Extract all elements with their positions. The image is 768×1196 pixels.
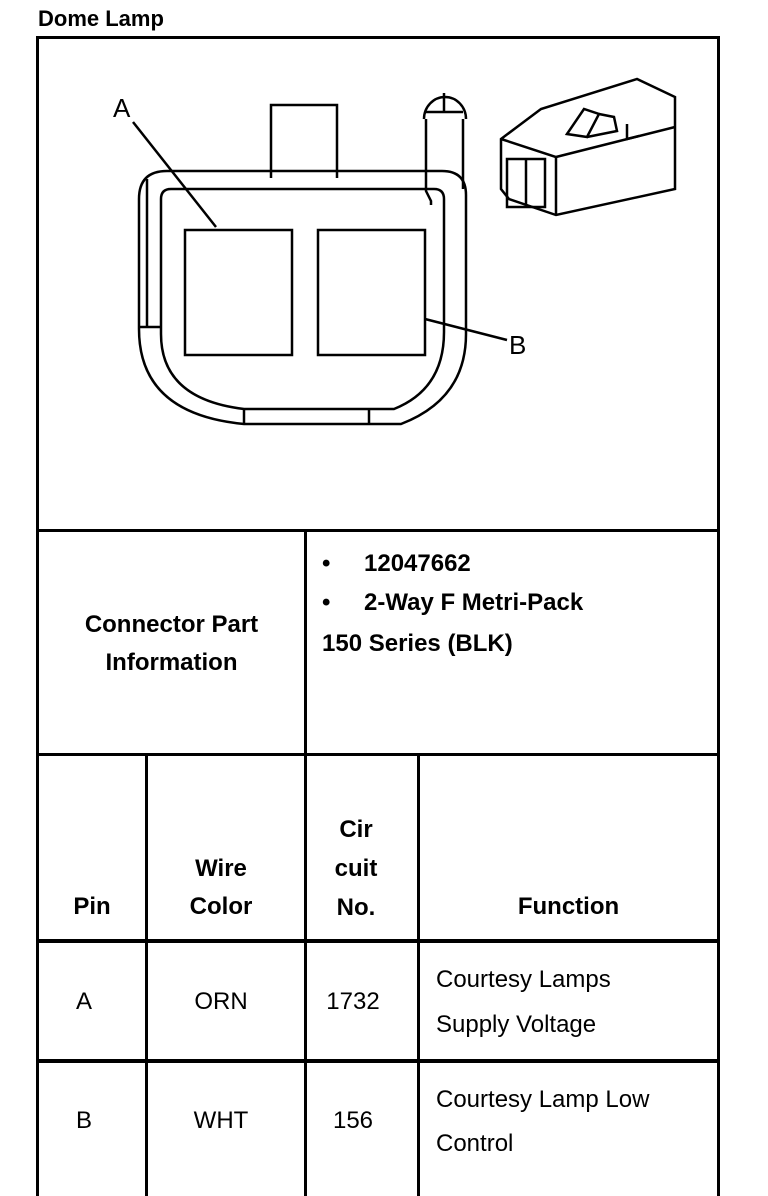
connector-series: 150 Series (BLK): [322, 630, 513, 657]
row-a-pin: A: [75, 988, 92, 1015]
page-title: Dome Lamp: [38, 6, 164, 31]
connector-info-label-text: Connector Part Information: [84, 611, 259, 676]
header-pin: Pin: [73, 893, 111, 920]
connector-type-bullet: [322, 589, 583, 617]
part-number: 12047662: [364, 550, 471, 577]
pin-b-label: B: [509, 330, 527, 360]
pin-a-label: A: [113, 93, 131, 123]
row-b-circuit: 156: [332, 1107, 374, 1134]
header-circuit-line2: cuit: [334, 855, 378, 882]
header-function: Function: [517, 893, 620, 920]
row-a-function-line2: Supply Voltage: [436, 1011, 597, 1038]
connector-info-label: [39, 606, 304, 682]
connector-diagram: [39, 39, 717, 530]
header-circuit-line1: Cir: [339, 816, 373, 843]
divider-row-a: [36, 1059, 720, 1063]
header-wire-color-text: Wire Color: [189, 855, 253, 920]
header-circuit-line3: No.: [336, 894, 376, 921]
row-b-wire-color: WHT: [193, 1107, 249, 1134]
row-a-function-line1: Courtesy Lamps: [436, 966, 611, 993]
bullet-icon: •: [322, 550, 331, 577]
row-a-wire-color: ORN: [194, 988, 248, 1015]
divider-connector-info: [36, 753, 720, 756]
part-number-bullet: [322, 550, 471, 578]
divider-function-column: [417, 754, 420, 1196]
row-b-function-line2: Control: [436, 1130, 514, 1157]
row-b-pin: B: [75, 1107, 92, 1134]
row-a-circuit: 1732: [326, 988, 380, 1015]
row-b-function-line1: Courtesy Lamp Low: [436, 1086, 650, 1113]
divider-header: [36, 939, 720, 943]
connector-type: 2-Way F Metri-Pack: [364, 589, 584, 616]
bullet-icon: •: [322, 589, 331, 616]
header-wire-color: [148, 850, 294, 926]
